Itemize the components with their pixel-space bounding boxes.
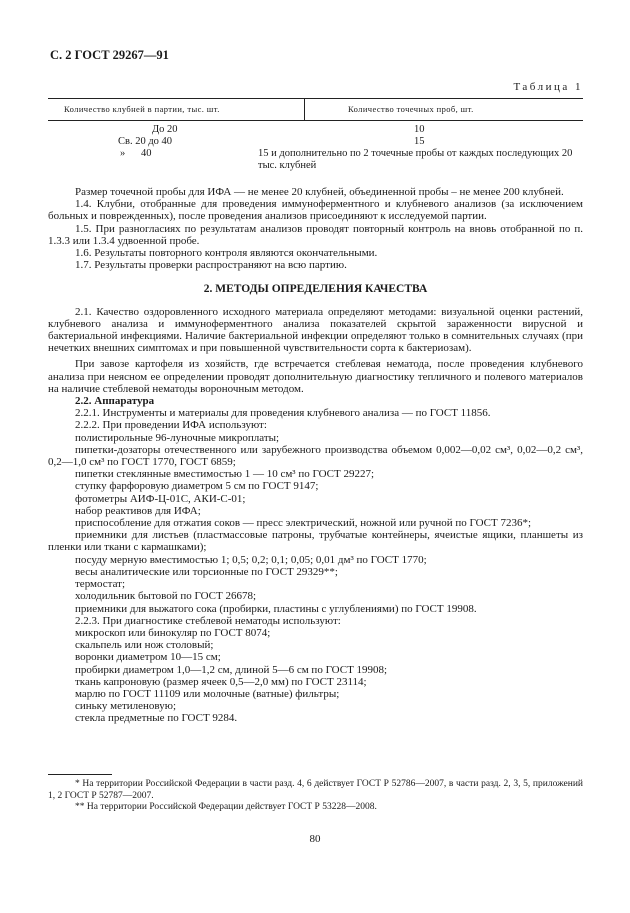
list-item: пипетки стеклянные вместимостью 1 — 10 см³ по ГОСТ 29227;	[75, 468, 375, 481]
paragraph: 1.4. Клубни, отобранные для проведения иммуноферментного и клубневого анализов (за исключением больных и поврежденных), после проведения анализов присоединяют к исследуемой партии.	[48, 198, 583, 223]
list-item: ткань капроновую (размер ячеек 0,5—2,0 мм) по ГОСТ 23114;	[75, 675, 367, 688]
footnote: * На территории Российской Федерации в части разд. 4, 6 действует ГОСТ Р 52786—2007, в части разд. 2, 3, 5, приложений 1, 2 ГОСТ Р 52787—2007.	[48, 779, 583, 801]
table-header-rule	[48, 120, 583, 121]
list-item: стекла предметные по ГОСТ 9284.	[75, 712, 238, 725]
list-item: приспособление для отжатия соков — пресс электрический, ножной или ручной по ГОСТ 7236*;	[75, 517, 532, 530]
list-item: приемники для листьев (пластмассовые патроны, трубчатые контейнеры, ячеистые ящики, планшеты из пленки или ткани с кармашками);	[48, 529, 583, 554]
table-cell-lots: Св. 20 до 40	[118, 136, 173, 147]
list-item: марлю по ГОСТ 11109 или молочные (ватные) фильтры;	[75, 687, 340, 700]
section-heading: 2. МЕТОДЫ ОПРЕДЕЛЕНИЯ КАЧЕСТВА	[203, 283, 428, 296]
list-item: посуду мерную вместимостью 1; 0,5; 0,2; 0,1; 0,05; 0,01 дм³ по ГОСТ 1770;	[75, 553, 427, 566]
list-item: холодильник бытовой по ГОСТ 26678;	[75, 590, 257, 603]
list-item: микроскоп или бинокуляр по ГОСТ 8074;	[75, 626, 271, 639]
list-item: весы аналитические или торсионные по ГОСТ 29329**;	[75, 565, 338, 578]
list-item: фотометры АИФ-Ц-01С, АКИ-С-01;	[75, 492, 246, 505]
footnote: ** На территории Российской Федерации действует ГОСТ Р 53228—2008.	[75, 802, 377, 812]
list-item: пробирки диаметром 1,0—1,2 см, длиной 5—6 см по ГОСТ 19908;	[75, 663, 388, 676]
list-item: набор реактивов для ИФА;	[75, 504, 201, 517]
list-item: полистирольные 96-луночные микроплаты;	[75, 431, 280, 444]
list-item: термостат;	[75, 578, 126, 591]
footnotes	[48, 779, 583, 814]
paragraph: 1.6. Результаты повторного контроля являются окончательными.	[75, 247, 378, 260]
paragraph: 2.2.1. Инструменты и материалы для проведения клубневого анализа — по ГОСТ 11856.	[75, 407, 491, 420]
table-cell-lots: До 20	[152, 124, 178, 135]
paragraph: 2.1. Качество оздоровленного исходного материала определяют методами: визуальной оценки растений, клубневого анализа и иммуноферментного анализа показателей скрытой зараженности вирусной и бактериальной инфекциями. Наличие бактериальной инфекции определяют только в сомнительных случаях (при нечетких внешних симптомах и при повышенной чувствительности сорта к бактериозам).	[48, 305, 583, 355]
footnote-rule	[48, 774, 112, 775]
list-item: скальпель или нож столовый;	[75, 639, 214, 652]
page-number: 80	[309, 833, 321, 845]
table-top-rule	[48, 98, 583, 99]
paragraph: 1.5. При разногласиях по результатам анализов проводят повторный контроль на вновь отобранной по п. 1.3.3 или 1.3.4 удвоенной пробе.	[48, 222, 583, 247]
table-cell-samples: 15 и дополнительно по 2 точечные пробы от каждых последующих 20 тыс. клубней	[258, 148, 573, 171]
running-header: С. 2 ГОСТ 29267—91	[50, 48, 169, 62]
paragraph: 1.7. Результаты проверки распространяют на всю партию.	[75, 259, 347, 272]
paragraph: Размер точечной пробы для ИФА — не менее 20 клубней, объединенной пробы – не менее 200 клубней.	[75, 186, 564, 198]
list-item: приемники для выжатого сока (пробирки, пластины с углублениями) по ГОСТ 19908.	[75, 602, 477, 615]
list-item: пипетки-дозаторы отечественного или зарубежного производства объемом 0,002—0,02 см³, 0,02—0,2 см³, 0,2—1,0 см³ по ГОСТ 1770, ГОСТ 6859;	[48, 443, 583, 469]
main-text	[48, 186, 583, 725]
list-item: синьку метиленовую;	[75, 700, 176, 713]
table-col2-header: Количество точечных проб, шт.	[348, 104, 474, 114]
table-cell-samples: 10	[414, 124, 425, 135]
table-header-divider	[304, 98, 305, 120]
table-caption: Таблица 1	[513, 81, 583, 93]
subsection-heading: 2.2. Аппаратура	[75, 395, 155, 408]
list-item: ступку фарфоровую диаметром 5 см по ГОСТ 9147;	[75, 480, 319, 493]
paragraph: При завозе картофеля из хозяйств, где встречается стеблевая нематода, после проведения клубневого анализа при неясном ее определении проводят дополнительную диагностику тепличного и полевого материалов на наличие стеблевой нематоды вороночным методом.	[48, 358, 583, 395]
table-col1-header: Количество клубней в партии, тыс. шт.	[64, 104, 220, 114]
list-item: воронки диаметром 10—15 см;	[75, 651, 221, 664]
paragraph: 2.2.3. При диагностике стеблевой нематоды используют:	[75, 614, 341, 627]
table-cell-samples: 15	[414, 136, 425, 147]
paragraph: 2.2.2. При проведении ИФА используют:	[75, 419, 267, 432]
table-cell-lots: » 40	[120, 148, 152, 159]
